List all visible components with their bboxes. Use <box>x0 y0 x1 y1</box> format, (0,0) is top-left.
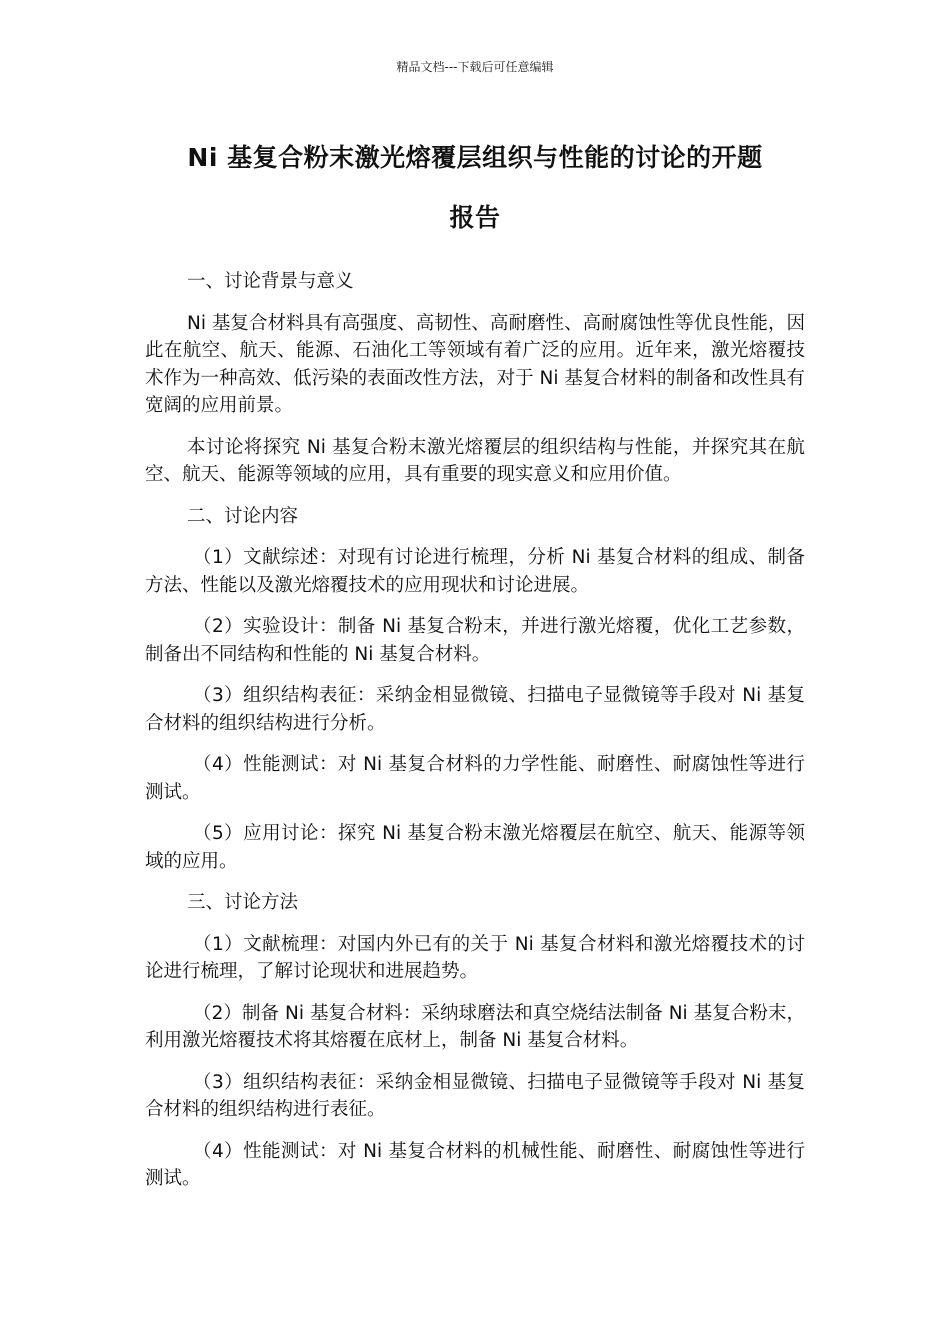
paragraph: Ni 基复合材料具有高强度、高韧性、高耐磨性、高耐腐蚀性等优良性能，因此在航空、航天、能源、石油化工等领域有着广泛的应用。近年来，激光熔覆技术作为一种高效、低污染的表面改性方法，对于 Ni 基复合材料的制备和改性具有宽阔的应用前景。 <box>145 312 805 416</box>
list-item: （2）制备 Ni 基复合材料：采纳球磨法和真空烧结法制备 Ni 基复合粉末，利用激光熔覆技术将其熔覆在底材上，制备 Ni 基复合材料。 <box>145 1002 805 1051</box>
document-title <box>145 128 805 248</box>
section-heading-content: 二、讨论内容 <box>187 505 299 527</box>
section-heading-methods: 三、讨论方法 <box>187 892 299 913</box>
paragraph: 本讨论将探究 Ni 基复合粉末激光熔覆层的组织结构与性能，并探究其在航空、航天、能源等领域的应用，具有重要的现实意义和应用价值。 <box>145 436 805 485</box>
list-item: （4）性能测试：对 Ni 基复合材料的机械性能、耐磨性、耐腐蚀性等进行测试。 <box>145 1140 805 1189</box>
list-item: （4）性能测试：对 Ni 基复合材料的力学性能、耐磨性、耐腐蚀性等进行测试。 <box>145 754 805 803</box>
list-item: （3）组织结构表征：采纳金相显微镜、扫描电子显微镜等手段对 Ni 基复合材料的组织结构进行分析。 <box>145 685 805 734</box>
list-item: （5）应用讨论：探究 Ni 基复合粉末激光熔覆层在航空、航天、能源等领域的应用。 <box>145 823 805 872</box>
title-line-2: 报告 <box>449 203 501 232</box>
section-heading-background: 一、讨论背景与意义 <box>187 271 354 292</box>
list-item: （3）组织结构表征：采纳金相显微镜、扫描电子显微镜等手段对 Ni 基复合材料的组织结构进行表征。 <box>145 1071 805 1120</box>
title-line-1: Ni 基复合粉末激光熔覆层组织与性能的讨论的开题 <box>187 143 763 172</box>
document-body <box>145 268 805 1207</box>
header-note: 精品文档---下载后可任意编辑 <box>396 60 554 74</box>
list-item: （1）文献综述：对现有讨论进行梳理，分析 Ni 基复合材料的组成、制备方法、性能以及激光熔覆技术的应用现状和讨论进展。 <box>145 547 805 596</box>
list-item: （1）文献梳理：对国内外已有的关于 Ni 基复合材料和激光熔覆技术的讨论进行梳理，了解讨论现状和进展趋势。 <box>145 933 805 982</box>
list-item: （2）实验设计：制备 Ni 基复合粉末，并进行激光熔覆，优化工艺参数，制备出不同结构和性能的 Ni 基复合材料。 <box>145 616 805 665</box>
